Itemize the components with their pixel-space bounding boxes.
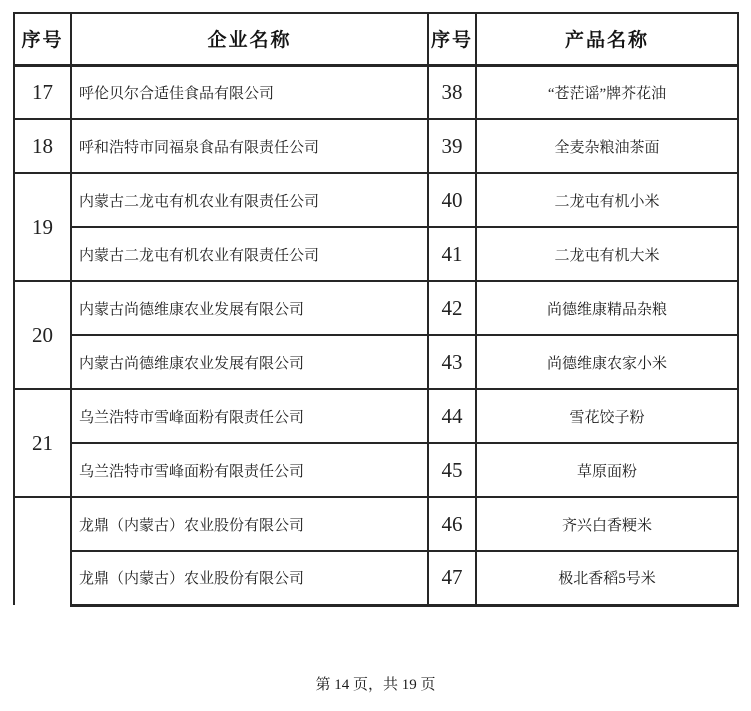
product-no-cell: 38 [428, 65, 476, 119]
table-row [14, 497, 738, 551]
product-cell: 雪花饺子粉 [476, 389, 738, 443]
product-no-cell: 46 [428, 497, 476, 551]
product-no-cell: 47 [428, 551, 476, 605]
group-no-cell: 17 [14, 65, 71, 119]
product-no-cell: 43 [428, 335, 476, 389]
product-cell: “苍茫谣”牌芥花油 [476, 65, 738, 119]
group-no-cell: 19 [14, 173, 71, 281]
header-serial-right: 序号 [428, 13, 476, 65]
product-cell: 尚德维康精品杂粮 [476, 281, 738, 335]
table-row [14, 443, 738, 497]
group-no-cell: 20 [14, 281, 71, 389]
company-cell: 呼和浩特市同福泉食品有限责任公司 [71, 119, 428, 173]
product-cell: 二龙屯有机小米 [476, 173, 738, 227]
product-cell: 二龙屯有机大米 [476, 227, 738, 281]
table-row [14, 119, 738, 173]
company-cell: 乌兰浩特市雪峰面粉有限责任公司 [71, 389, 428, 443]
product-no-cell: 41 [428, 227, 476, 281]
product-cell: 尚德维康农家小米 [476, 335, 738, 389]
company-cell: 龙鼎（内蒙古）农业股份有限公司 [71, 497, 428, 551]
product-no-cell: 44 [428, 389, 476, 443]
header-serial-left: 序号 [14, 13, 71, 65]
product-cell: 全麦杂粮油茶面 [476, 119, 738, 173]
table-header-row [14, 13, 738, 65]
product-no-cell: 39 [428, 119, 476, 173]
header-product-name: 产品名称 [476, 13, 738, 65]
header-company-name: 企业名称 [71, 13, 428, 65]
product-no-cell: 45 [428, 443, 476, 497]
table-row [14, 335, 738, 389]
table-row [14, 281, 738, 335]
product-no-cell: 42 [428, 281, 476, 335]
company-cell: 龙鼎（内蒙古）农业股份有限公司 [71, 551, 428, 605]
group-no-cell: 21 [14, 389, 71, 497]
table-row [14, 551, 738, 605]
company-cell: 乌兰浩特市雪峰面粉有限责任公司 [71, 443, 428, 497]
table-row [14, 65, 738, 119]
product-cell: 草原面粉 [476, 443, 738, 497]
table-row [14, 389, 738, 443]
product-cell: 极北香稻5号米 [476, 551, 738, 605]
product-cell: 齐兴白香粳米 [476, 497, 738, 551]
company-cell: 内蒙古二龙屯有机农业有限责任公司 [71, 227, 428, 281]
company-cell: 内蒙古尚德维康农业发展有限公司 [71, 281, 428, 335]
table-row [14, 227, 738, 281]
group-no-cell-cut [14, 497, 71, 605]
company-cell: 呼伦贝尔合适佳食品有限公司 [71, 65, 428, 119]
table-row [14, 173, 738, 227]
page-number-footer: 第 14 页，共 19 页 [315, 677, 436, 693]
group-no-cell: 18 [14, 119, 71, 173]
company-cell: 内蒙古尚德维康农业发展有限公司 [71, 335, 428, 389]
company-cell: 内蒙古二龙屯有机农业有限责任公司 [71, 173, 428, 227]
product-no-cell: 40 [428, 173, 476, 227]
company-product-table [13, 12, 739, 607]
